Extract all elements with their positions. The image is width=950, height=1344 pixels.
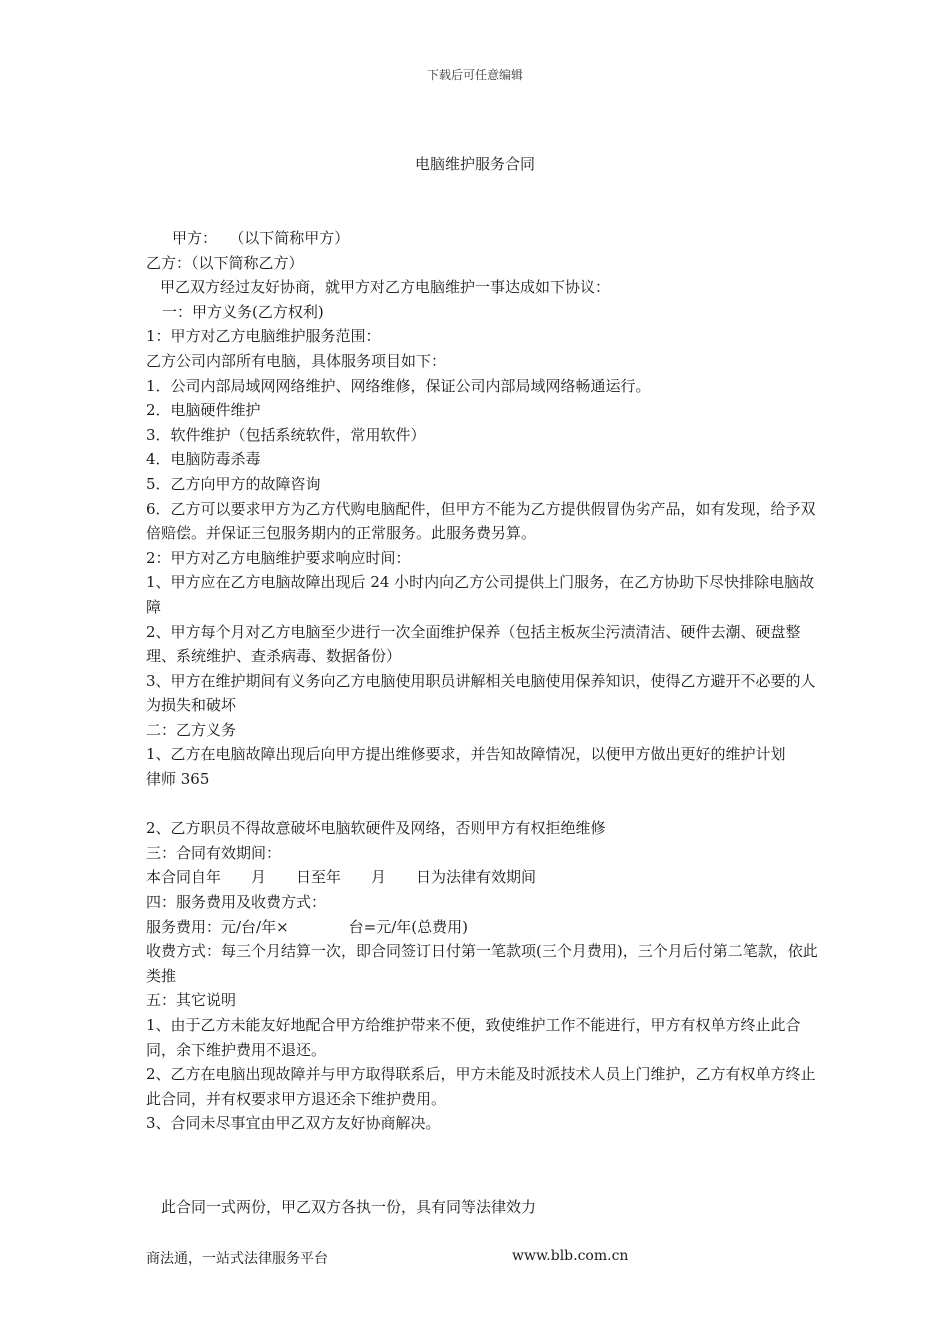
list-item: 2、乙方在电脑出现故障并与甲方取得联系后，甲方未能及时派技术人员上门维护，乙方有权单方终止此合同，并有权要求甲方退还余下维护费用。 [146, 1065, 816, 1108]
spacer [146, 792, 826, 817]
clause: 本合同自年 月 日至年 月 日为法律有效期间 [146, 868, 537, 887]
list-item: 5．乙方向甲方的故障咨询 [146, 474, 321, 493]
list-item: 1．公司内部局域网网络维护、网络维修，保证公司内部局域网络畅通运行。 [146, 376, 651, 395]
footer-url: www.blb.com.cn [512, 1248, 629, 1264]
footer-brand: 商法通，一站式法律服务平台 [146, 1251, 328, 1267]
list-item: 1、由于乙方未能友好地配合甲方给维护带来不便，致使维护工作不能进行，甲方有权单方终止此合同，余下维护费用不退还。 [146, 1016, 801, 1059]
list-item: 3．软件维护（包括系统软件，常用软件） [146, 425, 426, 444]
list-item: 3、合同未尽事宜由甲乙双方友好协商解决。 [146, 1114, 441, 1133]
list-item: 2．电脑硬件维护 [146, 401, 261, 420]
clause: 2：甲方对乙方电脑维护要求响应时间： [146, 548, 411, 567]
clause: 1：甲方对乙方电脑维护服务范围： [146, 327, 381, 346]
list-item: 2、甲方每个月对乙方电脑至少进行一次全面维护保养（包括主板灰尘污渍清洁、硬件去潮、硬盘整理、系统维护、查杀病毒、数据备份） [146, 622, 801, 666]
clause: 服务费用：元/台/年× 台=元/年(总费用) [146, 917, 469, 936]
watermark-text: 律师 365 [146, 770, 210, 789]
list-item: 2、乙方职员不得故意破坏电脑软硬件及网络，否则甲方有权拒绝维修 [146, 819, 606, 838]
list-item: 3、甲方在维护期间有义务向乙方电脑使用职员讲解相关电脑使用保养知识，使得乙方避开不必要的人为损失和破坏 [146, 671, 816, 715]
clause: 收费方式：每三个月结算一次，即合同签订日付第一笔款项(三个月费用)，三个月后付第二笔款，依此类推 [146, 942, 818, 985]
section-heading-4: 四：服务费用及收费方式： [146, 893, 327, 912]
contract-body [146, 226, 826, 1136]
list-item: 4．电脑防毒杀毒 [146, 450, 261, 469]
preamble: 甲乙双方经过友好协商，就甲方对乙方电脑维护一事达成如下协议： [160, 278, 611, 297]
closing-statement: 此合同一式两份，甲乙双方各执一份，具有同等法律效力 [161, 1198, 537, 1216]
party-b-line: 乙方：（以下简称乙方） [146, 253, 304, 272]
section-heading-3: 三：合同有效期间： [146, 843, 282, 862]
list-item: 1、乙方在电脑故障出现后向甲方提出维修要求，并告知故障情况，以便甲方做出更好的维护计划 [146, 745, 786, 764]
section-heading-5: 五：其它说明 [146, 991, 237, 1010]
document-title: 电脑维护服务合同 [414, 155, 535, 173]
party-a-line: 甲方： （以下简称甲方） [172, 229, 350, 247]
page-header: 下载后可任意编辑 [426, 68, 523, 82]
list-item: 1、甲方应在乙方电脑故障出现后 24 小时内向乙方公司提供上门服务，在乙方协助下尽快排除电脑故障 [146, 573, 815, 616]
section-heading-2: 二：乙方义务 [146, 720, 237, 739]
list-item: 6．乙方可以要求甲方为乙方代购电脑配件，但甲方不能为乙方提供假冒伪劣产品，如有发现，给予双倍赔偿。并保证三包服务期内的正常服务。此服务费另算。 [146, 499, 816, 543]
clause: 乙方公司内部所有电脑，具体服务项目如下： [146, 351, 447, 370]
section-heading-1: 一：甲方义务(乙方权利) [162, 302, 324, 321]
